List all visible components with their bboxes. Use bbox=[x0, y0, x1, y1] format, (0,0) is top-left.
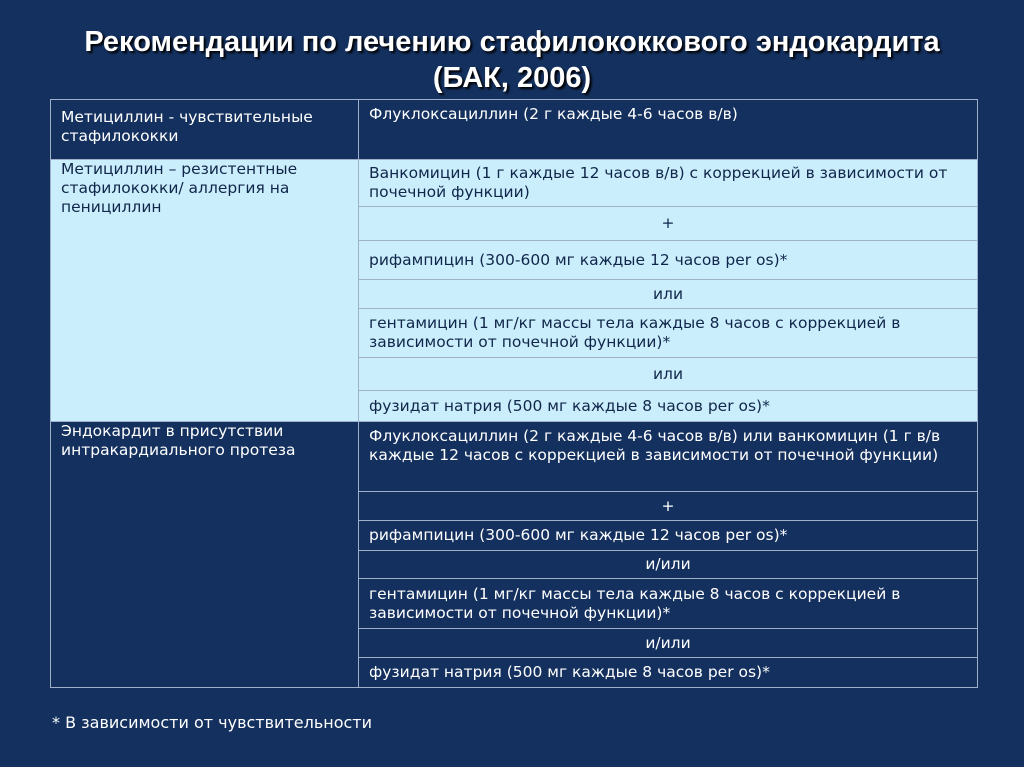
treatment-cell: фузидат натрия (500 мг каждые 8 часов per os)* bbox=[359, 658, 978, 688]
treatment-cell: гентамицин (1 мг/кг массы тела каждые 8 часов с коррекцией в зависимости от почечной функции)* bbox=[359, 309, 978, 358]
connector-cell: или bbox=[359, 358, 978, 391]
slide-title bbox=[0, 24, 1024, 96]
connector-cell: или bbox=[359, 280, 978, 309]
table-row bbox=[51, 100, 978, 160]
treatment-cell: Ванкомицин (1 г каждые 12 часов в/в) с коррекцией в зависимости от почечной функции) bbox=[359, 160, 978, 207]
group-label-methicillin-sensitive: Метициллин - чувствительные стафилококки bbox=[51, 100, 359, 160]
connector-cell: и/или bbox=[359, 551, 978, 579]
recommendations-table bbox=[50, 99, 978, 688]
footnote: * В зависимости от чувствительности bbox=[52, 713, 373, 732]
group-label-prosthetic-endocarditis: Эндокардит в присутствии интракардиального протеза bbox=[51, 422, 359, 688]
table-row bbox=[51, 422, 978, 492]
treatment-cell: Флуклоксациллин (2 г каждые 4-6 часов в/в) bbox=[359, 100, 978, 160]
connector-cell: + bbox=[359, 492, 978, 521]
group-label-methicillin-resistant: Метициллин – резистентные стафилококки/ аллергия на пенициллин bbox=[51, 160, 359, 422]
table-row bbox=[51, 160, 978, 207]
treatment-cell: Флуклоксациллин (2 г каждые 4-6 часов в/в) или ванкомицин (1 г в/в каждые 12 часов с коррекцией в зависимости от почечной функции) bbox=[359, 422, 978, 492]
treatment-cell: рифампицин (300-600 мг каждые 12 часов per os)* bbox=[359, 241, 978, 280]
treatment-cell: фузидат натрия (500 мг каждые 8 часов per os)* bbox=[359, 391, 978, 422]
slide-title-line1: Рекомендации по лечению стафилококкового эндокардита bbox=[84, 26, 940, 58]
connector-cell: + bbox=[359, 207, 978, 241]
treatment-cell: гентамицин (1 мг/кг массы тела каждые 8 часов с коррекцией в зависимости от почечной функции)* bbox=[359, 579, 978, 629]
slide-title-line2: (БАК, 2006) bbox=[432, 62, 592, 94]
connector-cell: и/или bbox=[359, 629, 978, 658]
treatment-cell: рифампицин (300-600 мг каждые 12 часов per os)* bbox=[359, 521, 978, 551]
